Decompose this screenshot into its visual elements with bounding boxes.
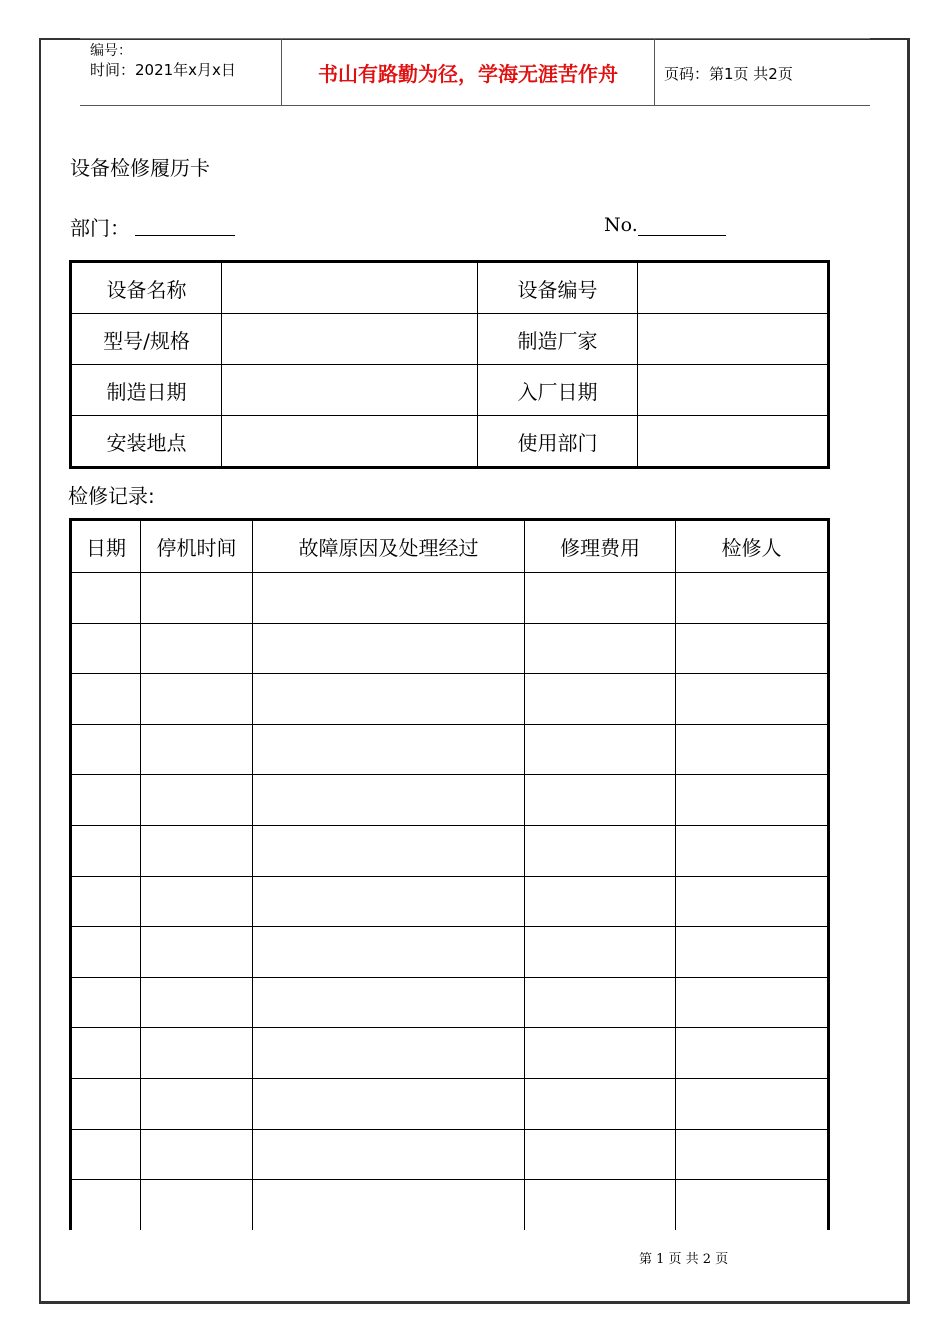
info-value-cell[interactable] [222, 262, 478, 314]
info-label: 制造厂家 [478, 314, 638, 365]
record-cell-repair-cost[interactable] [525, 825, 676, 876]
record-row [71, 573, 829, 624]
record-cell-downtime[interactable] [141, 775, 253, 826]
record-cell-date[interactable] [71, 927, 141, 978]
info-label: 安装地点 [71, 416, 222, 468]
info-value-cell[interactable] [222, 416, 478, 468]
info-value-cell[interactable] [222, 365, 478, 416]
record-cell-repairer[interactable] [676, 977, 829, 1028]
header-page-number: 页码：第1页 共2页 [664, 65, 793, 83]
header-top-rule [80, 38, 870, 39]
equipment-info-table [69, 260, 830, 469]
record-cell-downtime[interactable] [141, 623, 253, 674]
record-cell-repairer[interactable] [676, 674, 829, 725]
header-bottom-rule [80, 105, 870, 106]
record-cell-fault-cause[interactable] [253, 876, 525, 927]
record-cell-repair-cost[interactable] [525, 573, 676, 624]
record-cell-date[interactable] [71, 876, 141, 927]
column-header-repair-cost: 修理费用 [525, 520, 676, 573]
info-value-cell[interactable] [638, 416, 829, 468]
record-cell-fault-cause[interactable] [253, 825, 525, 876]
record-row [71, 876, 829, 927]
record-cell-downtime[interactable] [141, 1078, 253, 1129]
record-row [71, 1078, 829, 1129]
record-cell-repairer[interactable] [676, 724, 829, 775]
record-cell-date[interactable] [71, 825, 141, 876]
info-label: 设备编号 [478, 262, 638, 314]
header-number-label: 编号： [90, 43, 132, 59]
record-row [71, 724, 829, 775]
records-label: 检修记录: [68, 484, 155, 508]
info-value-cell[interactable] [638, 365, 829, 416]
info-row [71, 314, 829, 365]
record-row [71, 977, 829, 1028]
record-cell-fault-cause[interactable] [253, 1129, 525, 1180]
record-cell-fault-cause[interactable] [253, 1028, 525, 1079]
info-label: 使用部门 [478, 416, 638, 468]
record-row [71, 1129, 829, 1180]
record-cell-repair-cost[interactable] [525, 724, 676, 775]
record-cell-downtime[interactable] [141, 573, 253, 624]
record-cell-downtime[interactable] [141, 674, 253, 725]
record-cell-repairer[interactable] [676, 1129, 829, 1180]
record-cell-fault-cause[interactable] [253, 724, 525, 775]
record-cell-repairer[interactable] [676, 876, 829, 927]
info-value-cell[interactable] [222, 314, 478, 365]
record-cell-repair-cost[interactable] [525, 674, 676, 725]
column-header-fault-cause: 故障原因及处理经过 [253, 520, 525, 573]
info-value-cell[interactable] [638, 262, 829, 314]
document-title: 设备检修履历卡 [70, 156, 210, 180]
page-footer: 第 1 页 共 2 页 [639, 1252, 729, 1267]
record-cell-repairer[interactable] [676, 775, 829, 826]
record-cell-downtime[interactable] [141, 876, 253, 927]
record-cell-date[interactable] [71, 623, 141, 674]
record-row [71, 1180, 829, 1230]
records-header-row [71, 520, 829, 573]
info-row [71, 262, 829, 314]
record-cell-downtime[interactable] [141, 927, 253, 978]
record-cell-downtime[interactable] [141, 1180, 253, 1230]
record-cell-downtime[interactable] [141, 1129, 253, 1180]
info-label: 制造日期 [71, 365, 222, 416]
record-cell-repair-cost[interactable] [525, 1180, 676, 1230]
record-cell-repair-cost[interactable] [525, 1028, 676, 1079]
record-row [71, 623, 829, 674]
record-cell-repair-cost[interactable] [525, 927, 676, 978]
record-row [71, 775, 829, 826]
record-cell-repair-cost[interactable] [525, 1129, 676, 1180]
number-label: No. [604, 214, 638, 236]
info-row [71, 365, 829, 416]
column-header-downtime: 停机时间 [141, 520, 253, 573]
record-cell-date[interactable] [71, 1180, 141, 1230]
info-value-cell[interactable] [638, 314, 829, 365]
record-cell-repairer[interactable] [676, 1180, 829, 1230]
record-cell-downtime[interactable] [141, 825, 253, 876]
record-cell-date[interactable] [71, 724, 141, 775]
record-cell-repairer[interactable] [676, 623, 829, 674]
department-field[interactable] [135, 235, 235, 236]
record-row [71, 674, 829, 725]
record-cell-fault-cause[interactable] [253, 775, 525, 826]
info-label: 入厂日期 [478, 365, 638, 416]
record-row [71, 927, 829, 978]
header-date: 时间：2021年x月x日 [90, 61, 236, 79]
record-cell-date[interactable] [71, 674, 141, 725]
record-cell-fault-cause[interactable] [253, 623, 525, 674]
number-field[interactable] [638, 235, 726, 236]
header-motto: 书山有路勤为径，学海无涯苦作舟 [318, 62, 618, 86]
record-cell-fault-cause[interactable] [253, 573, 525, 624]
record-cell-fault-cause[interactable] [253, 977, 525, 1028]
record-cell-repairer[interactable] [676, 1028, 829, 1079]
record-cell-repairer[interactable] [676, 573, 829, 624]
info-label: 型号/规格 [71, 314, 222, 365]
record-cell-repair-cost[interactable] [525, 977, 676, 1028]
maintenance-records-table [69, 518, 830, 1230]
record-cell-downtime[interactable] [141, 1028, 253, 1079]
record-cell-date[interactable] [71, 1129, 141, 1180]
record-cell-repair-cost[interactable] [525, 775, 676, 826]
record-cell-downtime[interactable] [141, 724, 253, 775]
record-cell-date[interactable] [71, 775, 141, 826]
record-cell-date[interactable] [71, 1028, 141, 1079]
header-divider-right [654, 39, 655, 105]
department-label: 部门： [70, 216, 130, 240]
record-cell-downtime[interactable] [141, 977, 253, 1028]
column-header-date: 日期 [71, 520, 141, 573]
record-cell-date[interactable] [71, 977, 141, 1028]
record-cell-fault-cause[interactable] [253, 927, 525, 978]
record-cell-repairer[interactable] [676, 1078, 829, 1129]
record-cell-repairer[interactable] [676, 825, 829, 876]
record-row [71, 825, 829, 876]
record-cell-date[interactable] [71, 573, 141, 624]
record-cell-repair-cost[interactable] [525, 1078, 676, 1129]
info-label: 设备名称 [71, 262, 222, 314]
record-cell-fault-cause[interactable] [253, 1078, 525, 1129]
record-cell-date[interactable] [71, 1078, 141, 1129]
column-header-repairer: 检修人 [676, 520, 829, 573]
record-cell-repair-cost[interactable] [525, 623, 676, 674]
info-row [71, 416, 829, 468]
record-cell-fault-cause[interactable] [253, 1180, 525, 1230]
record-row [71, 1028, 829, 1079]
record-cell-repair-cost[interactable] [525, 876, 676, 927]
record-cell-repairer[interactable] [676, 927, 829, 978]
record-cell-fault-cause[interactable] [253, 674, 525, 725]
